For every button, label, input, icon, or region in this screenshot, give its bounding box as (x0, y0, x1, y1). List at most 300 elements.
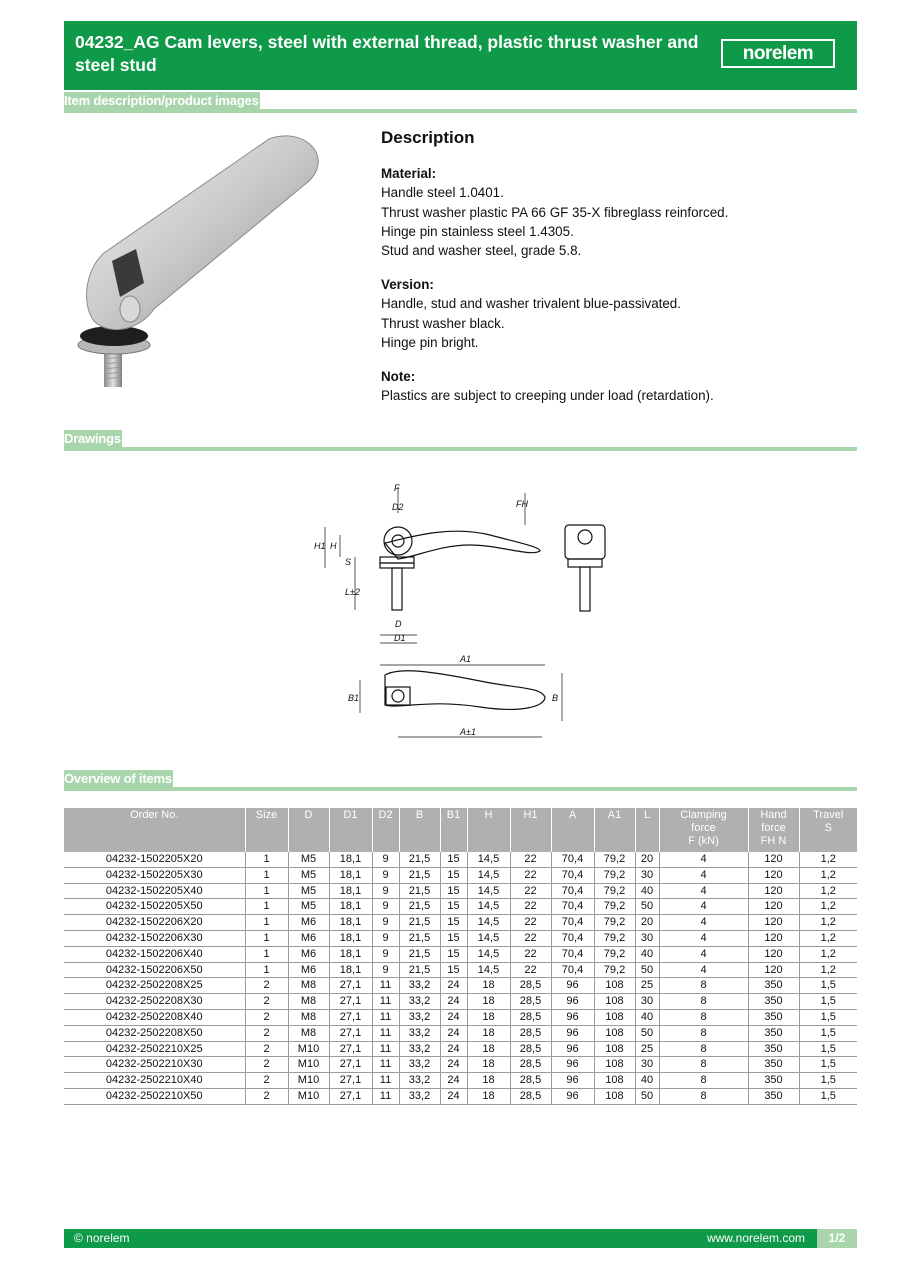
table-cell: 04232-1502206X20 (64, 915, 245, 931)
table-cell: 21,5 (399, 946, 440, 962)
table-cell: 108 (594, 1088, 635, 1104)
table-cell: 04232-2502208X25 (64, 978, 245, 994)
section-label: Item description/product images (64, 93, 259, 108)
table-cell: 9 (372, 930, 399, 946)
table-cell: 14,5 (467, 852, 510, 867)
table-cell: 11 (372, 1041, 399, 1057)
dimension-lines (325, 487, 562, 737)
table-cell: 27,1 (329, 1025, 372, 1041)
table-cell: 04232-2502208X40 (64, 1009, 245, 1025)
table-cell: 28,5 (510, 1073, 551, 1089)
table-cell: 30 (635, 994, 659, 1010)
table-row (64, 1073, 857, 1089)
column-header: B1 (440, 808, 467, 852)
table-cell: 1,2 (799, 852, 857, 867)
table-cell: 33,2 (399, 1041, 440, 1057)
table-cell: 4 (659, 852, 748, 867)
table-cell: 79,2 (594, 899, 635, 915)
front-washer (568, 559, 602, 567)
section-label: Overview of items (64, 771, 172, 786)
column-header: Travel S (799, 808, 857, 852)
table-cell: 11 (372, 1073, 399, 1089)
table-cell: 15 (440, 867, 467, 883)
table-cell: 30 (635, 867, 659, 883)
table-cell: 120 (748, 930, 799, 946)
table-cell: 1,2 (799, 946, 857, 962)
table-cell: 1,5 (799, 1041, 857, 1057)
norelem-logo: norelem (721, 39, 835, 68)
table-cell: M6 (288, 930, 329, 946)
table-cell: 1,2 (799, 930, 857, 946)
table-cell: 14,5 (467, 962, 510, 978)
table-cell: 8 (659, 978, 748, 994)
front-pin (578, 530, 592, 544)
table-cell: 11 (372, 978, 399, 994)
column-header: D1 (329, 808, 372, 852)
table-cell: 30 (635, 930, 659, 946)
table-cell: 79,2 (594, 946, 635, 962)
table-cell: 2 (245, 1073, 288, 1089)
version-line: Handle, stud and washer trivalent blue-passivated. (381, 296, 681, 312)
table-cell: 04232-1502206X30 (64, 930, 245, 946)
table-cell: 120 (748, 899, 799, 915)
table-cell: 04232-2502210X50 (64, 1088, 245, 1104)
table-cell: 4 (659, 930, 748, 946)
section-overview (64, 770, 857, 791)
table-cell: 70,4 (551, 867, 594, 883)
page-number: 1/2 (817, 1229, 857, 1248)
table-cell: 9 (372, 899, 399, 915)
table-cell: 2 (245, 1025, 288, 1041)
table-cell: 108 (594, 1041, 635, 1057)
table-cell: 27,1 (329, 1088, 372, 1104)
label-d2: D2 (392, 502, 404, 512)
page-footer (64, 1229, 857, 1248)
table-cell: 120 (748, 852, 799, 867)
label-h: H (330, 541, 337, 551)
label-b: B (552, 693, 559, 703)
table-cell: 24 (440, 978, 467, 994)
table-cell: 350 (748, 1009, 799, 1025)
table-cell: M6 (288, 946, 329, 962)
table-cell: 15 (440, 930, 467, 946)
table-cell: 70,4 (551, 962, 594, 978)
table-cell: 04232-2502210X25 (64, 1041, 245, 1057)
note-title: Note: (381, 369, 416, 385)
table-cell: 4 (659, 899, 748, 915)
table-row (64, 899, 857, 915)
column-header: A (551, 808, 594, 852)
section-drawings (64, 430, 857, 451)
table-cell: 96 (551, 1041, 594, 1057)
table-cell: 96 (551, 1073, 594, 1089)
label-a: A±1 (460, 727, 476, 737)
table-row (64, 883, 857, 899)
label-h1: H1 (314, 541, 326, 551)
table-cell: 1,5 (799, 1088, 857, 1104)
table-row (64, 867, 857, 883)
table-cell: 27,1 (329, 1073, 372, 1089)
table-cell: 14,5 (467, 930, 510, 946)
table-cell: 79,2 (594, 962, 635, 978)
handle-body (87, 136, 319, 330)
table-cell: 25 (635, 1041, 659, 1057)
table-cell: 1,5 (799, 1073, 857, 1089)
label-l: L±2 (345, 587, 360, 597)
table-cell: 96 (551, 978, 594, 994)
lever-eye (384, 527, 412, 555)
table-cell: 70,4 (551, 899, 594, 915)
table-cell: 04232-2502208X50 (64, 1025, 245, 1041)
table-row (64, 978, 857, 994)
table-cell: 18 (467, 1041, 510, 1057)
table-cell: 9 (372, 852, 399, 867)
table-cell: 350 (748, 978, 799, 994)
table-header-row (64, 808, 857, 852)
table-cell: 50 (635, 899, 659, 915)
table-cell: 4 (659, 946, 748, 962)
version-line: Thrust washer black. (381, 315, 505, 331)
version-title: Version: (381, 277, 434, 293)
table-cell: 108 (594, 1025, 635, 1041)
table-cell: 18,1 (329, 899, 372, 915)
table-row (64, 994, 857, 1010)
note-line: Plastics are subject to creeping under load (retardation). (381, 388, 714, 404)
table-cell: 9 (372, 946, 399, 962)
lever-top-view (385, 671, 545, 710)
section-item-description (64, 92, 857, 113)
label-d1: D1 (394, 633, 406, 643)
table-row (64, 852, 857, 867)
table-cell: 79,2 (594, 883, 635, 899)
table-cell: 24 (440, 1088, 467, 1104)
table-cell: 18,1 (329, 915, 372, 931)
table-cell: 22 (510, 915, 551, 931)
product-image (64, 131, 326, 393)
table-body (64, 852, 857, 1104)
table-cell: 8 (659, 1057, 748, 1073)
table-cell: 11 (372, 1025, 399, 1041)
table-cell: 14,5 (467, 946, 510, 962)
version-block (381, 275, 851, 352)
table-cell: 18 (467, 994, 510, 1010)
table-cell: 4 (659, 915, 748, 931)
table-cell: 2 (245, 994, 288, 1010)
table-cell: 108 (594, 994, 635, 1010)
table-cell: 15 (440, 946, 467, 962)
table-cell: 15 (440, 852, 467, 867)
table-cell: 1,2 (799, 867, 857, 883)
table-cell: 79,2 (594, 915, 635, 931)
table-cell: 350 (748, 994, 799, 1010)
table-cell: 21,5 (399, 930, 440, 946)
table-cell: 1,5 (799, 994, 857, 1010)
table-cell: 04232-1502205X30 (64, 867, 245, 883)
table-cell: 28,5 (510, 978, 551, 994)
table-cell: 18,1 (329, 867, 372, 883)
table-cell: M8 (288, 978, 329, 994)
table-cell: 350 (748, 1073, 799, 1089)
table-cell: 04232-2502210X40 (64, 1073, 245, 1089)
section-divider (64, 447, 857, 451)
table-cell: 70,4 (551, 883, 594, 899)
table-cell: 11 (372, 1057, 399, 1073)
table-cell: 1,2 (799, 962, 857, 978)
table-cell: 96 (551, 1025, 594, 1041)
table-cell: 18 (467, 1057, 510, 1073)
table-cell: 1 (245, 867, 288, 883)
material-line: Thrust washer plastic PA 66 GF 35-X fibreglass reinforced. (381, 204, 729, 220)
table-cell: 24 (440, 994, 467, 1010)
table-cell: 22 (510, 883, 551, 899)
table-cell: 120 (748, 946, 799, 962)
table-cell: 22 (510, 899, 551, 915)
table-cell: 18,1 (329, 883, 372, 899)
label-a1: A1 (460, 654, 472, 664)
column-header: D (288, 808, 329, 852)
table-cell: 1 (245, 962, 288, 978)
table-cell: 70,4 (551, 946, 594, 962)
stud-side (392, 568, 402, 610)
table-cell: 120 (748, 883, 799, 899)
column-header: H (467, 808, 510, 852)
table-cell: 70,4 (551, 930, 594, 946)
description-panel (381, 128, 851, 420)
table-row (64, 946, 857, 962)
table-cell: 18 (467, 1009, 510, 1025)
table-cell: 27,1 (329, 1057, 372, 1073)
table-cell: 04232-2502208X30 (64, 994, 245, 1010)
table-cell: 96 (551, 1088, 594, 1104)
table-cell: 96 (551, 1057, 594, 1073)
table-cell: 1 (245, 946, 288, 962)
table-row (64, 1088, 857, 1104)
table-cell: 1,2 (799, 899, 857, 915)
page-title: 04232_AG Cam levers, steel with external thread, plastic thrust washer and steel stud (75, 32, 699, 75)
material-block (381, 164, 851, 260)
table-cell: 40 (635, 1073, 659, 1089)
table-cell: 1 (245, 899, 288, 915)
table-cell: 24 (440, 1057, 467, 1073)
table-cell: 4 (659, 962, 748, 978)
label-f: F (394, 483, 400, 493)
table-cell: 33,2 (399, 1009, 440, 1025)
table-cell: 2 (245, 1009, 288, 1025)
table-cell: 120 (748, 962, 799, 978)
column-header: H1 (510, 808, 551, 852)
table-cell: M10 (288, 1073, 329, 1089)
table-cell: 50 (635, 962, 659, 978)
table-cell: 28,5 (510, 1041, 551, 1057)
table-cell: 1,5 (799, 1057, 857, 1073)
front-stud (580, 567, 590, 611)
table-cell: M6 (288, 962, 329, 978)
table-cell: 40 (635, 883, 659, 899)
material-line: Handle steel 1.0401. (381, 185, 504, 201)
hinge-pin (120, 296, 140, 322)
top-hole (392, 690, 404, 702)
table-cell: 22 (510, 962, 551, 978)
table-cell: 1,5 (799, 1009, 857, 1025)
table-cell: 21,5 (399, 962, 440, 978)
washer-side-2 (380, 563, 414, 568)
table-cell: 33,2 (399, 1073, 440, 1089)
table-cell: M6 (288, 915, 329, 931)
table-cell: 14,5 (467, 883, 510, 899)
lever-side-view (385, 531, 540, 559)
column-header: B (399, 808, 440, 852)
table-cell: 22 (510, 930, 551, 946)
table-cell: 18 (467, 1088, 510, 1104)
table-row (64, 962, 857, 978)
table-cell: 18,1 (329, 930, 372, 946)
column-header: Size (245, 808, 288, 852)
table-cell: M8 (288, 1025, 329, 1041)
table-row (64, 915, 857, 931)
table-cell: 25 (635, 978, 659, 994)
table-cell: 1 (245, 930, 288, 946)
material-line: Hinge pin stainless steel 1.4305. (381, 223, 574, 239)
table-cell: 18 (467, 1025, 510, 1041)
table-cell: 27,1 (329, 1009, 372, 1025)
table-cell: 1 (245, 883, 288, 899)
table-cell: 8 (659, 1088, 748, 1104)
table-cell: 33,2 (399, 1057, 440, 1073)
table-cell: 21,5 (399, 852, 440, 867)
table-cell: 11 (372, 1009, 399, 1025)
table-cell: 20 (635, 915, 659, 931)
table-cell: 21,5 (399, 867, 440, 883)
table-cell: 120 (748, 915, 799, 931)
table-cell: 20 (635, 852, 659, 867)
table-cell: 15 (440, 915, 467, 931)
table-cell: 2 (245, 1088, 288, 1104)
table-cell: 28,5 (510, 1088, 551, 1104)
table-cell: 04232-1502205X50 (64, 899, 245, 915)
section-label: Drawings (64, 431, 121, 446)
table-cell: 22 (510, 852, 551, 867)
table-cell: 27,1 (329, 994, 372, 1010)
table-cell: 27,1 (329, 978, 372, 994)
table-cell: 350 (748, 1088, 799, 1104)
table-cell: 15 (440, 962, 467, 978)
table-cell: 21,5 (399, 915, 440, 931)
table-cell: M10 (288, 1057, 329, 1073)
table-cell: 14,5 (467, 867, 510, 883)
table-row (64, 1025, 857, 1041)
table-cell: 24 (440, 1009, 467, 1025)
footer-copyright: © norelem (74, 1231, 130, 1245)
table-cell: 79,2 (594, 930, 635, 946)
table-cell: 24 (440, 1025, 467, 1041)
table-cell: 14,5 (467, 915, 510, 931)
table-cell: 1,2 (799, 915, 857, 931)
table-cell: 1,2 (799, 883, 857, 899)
label-s: S (345, 557, 352, 567)
table-cell: 28,5 (510, 994, 551, 1010)
table-cell: 8 (659, 1009, 748, 1025)
table-cell: 70,4 (551, 915, 594, 931)
table-cell: M8 (288, 994, 329, 1010)
table-cell: 04232-1502205X40 (64, 883, 245, 899)
table-cell: 1 (245, 852, 288, 867)
column-header: D2 (372, 808, 399, 852)
section-divider (64, 109, 857, 113)
table-row (64, 1009, 857, 1025)
table-cell: 8 (659, 1025, 748, 1041)
table-row (64, 1041, 857, 1057)
table-cell: 96 (551, 1009, 594, 1025)
table-cell: 04232-1502206X50 (64, 962, 245, 978)
table-cell: 350 (748, 1025, 799, 1041)
table-cell: 350 (748, 1057, 799, 1073)
table-cell: 9 (372, 962, 399, 978)
table-cell: M5 (288, 867, 329, 883)
table-cell: 8 (659, 1041, 748, 1057)
footer-url-link[interactable]: www.norelem.com (706, 1231, 805, 1245)
table-cell: 11 (372, 1088, 399, 1104)
table-row (64, 930, 857, 946)
table-cell: 04232-1502206X40 (64, 946, 245, 962)
table-cell: 4 (659, 883, 748, 899)
table-cell: 79,2 (594, 867, 635, 883)
label-d: D (395, 619, 402, 629)
note-block (381, 367, 851, 405)
table-cell: M5 (288, 899, 329, 915)
table-cell: 2 (245, 1057, 288, 1073)
table-cell: 1,5 (799, 1025, 857, 1041)
table-cell: 108 (594, 1057, 635, 1073)
table-cell: 18 (467, 1073, 510, 1089)
version-line: Hinge pin bright. (381, 334, 479, 350)
material-title: Material: (381, 166, 437, 182)
table-cell: 27,1 (329, 1041, 372, 1057)
table-cell: 18,1 (329, 852, 372, 867)
label-b1: B1 (348, 693, 360, 703)
technical-drawing (290, 475, 620, 750)
table-cell: 15 (440, 899, 467, 915)
table-cell: 9 (372, 867, 399, 883)
table-cell: 108 (594, 1073, 635, 1089)
table-cell: 1,5 (799, 978, 857, 994)
table-cell: 24 (440, 1041, 467, 1057)
table-cell: 8 (659, 994, 748, 1010)
table-cell: 18,1 (329, 962, 372, 978)
table-row (64, 1057, 857, 1073)
table-cell: 108 (594, 978, 635, 994)
table-cell: 33,2 (399, 1025, 440, 1041)
items-table (64, 808, 857, 1105)
table-cell: M8 (288, 1009, 329, 1025)
column-header: Hand force FH N (748, 808, 799, 852)
table-cell: M5 (288, 852, 329, 867)
table-cell: 11 (372, 994, 399, 1010)
section-divider (64, 787, 857, 791)
table-cell: 04232-2502210X30 (64, 1057, 245, 1073)
table-cell: 33,2 (399, 1088, 440, 1104)
table-cell: M5 (288, 883, 329, 899)
table-cell: 9 (372, 883, 399, 899)
table-cell: 79,2 (594, 852, 635, 867)
table-cell: M10 (288, 1088, 329, 1104)
table-cell: 9 (372, 915, 399, 931)
table-cell: 96 (551, 994, 594, 1010)
table-cell: 70,4 (551, 852, 594, 867)
column-header: Clamping force F (kN) (659, 808, 748, 852)
table-cell: 2 (245, 1041, 288, 1057)
table-cell: 14,5 (467, 899, 510, 915)
table-cell: 18 (467, 978, 510, 994)
